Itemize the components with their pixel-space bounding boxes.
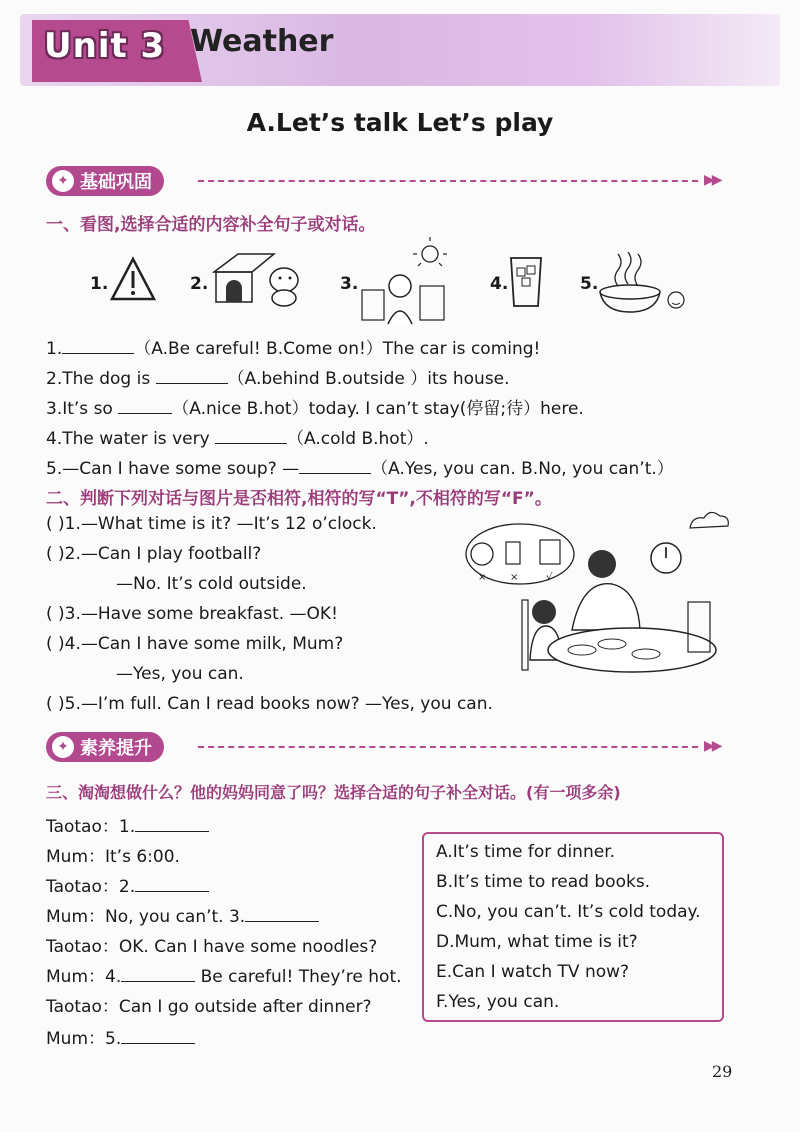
answer-blank[interactable] bbox=[118, 396, 172, 414]
question-3-heading: 三、淘淘想做什么？他的妈妈同意了吗？选择合适的句子补全对话。(有一项多余) bbox=[46, 783, 621, 802]
mother-son-dinner-illustration bbox=[462, 510, 732, 676]
unit-label: Unit 3 bbox=[44, 26, 166, 66]
answer-blank[interactable] bbox=[135, 814, 209, 832]
hot-sun-boy-illustration bbox=[360, 240, 456, 324]
q2-line-2-reply: —No. It’s cold outside. bbox=[116, 574, 307, 594]
option-e: E.Can I watch TV now? bbox=[436, 962, 630, 982]
answer-blank[interactable] bbox=[121, 964, 195, 982]
q2-line-5: ( )5.—I’m full. Can I read books now? —Yes, you can. bbox=[46, 694, 493, 714]
pic-label-5: 5. bbox=[580, 274, 599, 294]
dialogue-line-6: Mum：4. Be careful! They’re hot. bbox=[46, 962, 402, 987]
pic-label-2: 2. bbox=[190, 274, 209, 294]
q1-item-5: 5.—Can I have some soup? — （A.Yes, you can. B.No, you can’t.） bbox=[46, 454, 674, 479]
double-arrow-icon: ▶▶ bbox=[704, 738, 720, 754]
option-a: A.It’s time for dinner. bbox=[436, 842, 616, 862]
dialogue-line-5: Taotao：OK. Can I have some noodles? bbox=[46, 937, 378, 957]
q2-line-3: ( )3.—Have some breakfast. —OK! bbox=[46, 604, 338, 624]
dialogue-line-7: Taotao：Can I go outside after dinner? bbox=[46, 997, 372, 1017]
bowl-of-soup-illustration bbox=[596, 250, 686, 316]
dialogue-line-2: Mum：It’s 6:00. bbox=[46, 847, 180, 867]
glass-of-ice-water-illustration bbox=[508, 254, 544, 310]
dialogue-line-4: Mum：No, you can’t. 3. bbox=[46, 902, 319, 927]
section-divider bbox=[198, 746, 698, 748]
option-f: F.Yes, you can. bbox=[436, 992, 560, 1012]
q1-item-1: 1. （A.Be careful! B.Come on!）The car is coming! bbox=[46, 334, 540, 359]
answer-blank[interactable] bbox=[62, 336, 134, 354]
lightbulb-icon: ✦ bbox=[52, 736, 74, 758]
option-d: D.Mum, what time is it? bbox=[436, 932, 638, 952]
lightbulb-icon: ✦ bbox=[52, 170, 74, 192]
section-badge-label: 基础巩固 bbox=[80, 172, 152, 193]
section-badge-improve bbox=[46, 732, 164, 762]
section-divider bbox=[198, 180, 698, 182]
dialogue-line-8: Mum：5. bbox=[46, 1024, 195, 1049]
option-b: B.It’s time to read books. bbox=[436, 872, 651, 892]
option-c: C.No, you can’t. It’s cold today. bbox=[436, 902, 701, 922]
q2-line-1: ( )1.—What time is it? —It’s 12 o’clock. bbox=[46, 514, 377, 534]
pic-label-1: 1. bbox=[90, 274, 109, 294]
svg-text:×: × bbox=[510, 572, 519, 583]
answer-blank[interactable] bbox=[215, 426, 287, 444]
svg-text:√: √ bbox=[546, 572, 553, 583]
unit-title: Weather bbox=[190, 24, 334, 59]
dialogue-line-3: Taotao：2. bbox=[46, 872, 209, 897]
double-arrow-icon: ▶▶ bbox=[704, 172, 720, 188]
answer-blank[interactable] bbox=[135, 874, 209, 892]
q1-item-2: 2.The dog is （A.behind B.outside ）its house. bbox=[46, 364, 510, 389]
answer-blank[interactable] bbox=[121, 1026, 195, 1044]
dialogue-line-1: Taotao：1. bbox=[46, 812, 209, 837]
q2-line-4-reply: —Yes, you can. bbox=[116, 664, 244, 684]
lesson-title: A.Let’s talk Let’s play bbox=[246, 108, 554, 137]
question-2-heading: 二、判断下列对话与图片是否相符,相符的写“T”,不相符的写“F”。 bbox=[46, 489, 552, 509]
section-badge-basic bbox=[46, 166, 164, 196]
pic-label-4: 4. bbox=[490, 274, 509, 294]
q1-item-3: 3.It’s so （A.nice B.hot）today. I can’t stay(停留;待）here. bbox=[46, 394, 584, 419]
answer-blank[interactable] bbox=[156, 366, 228, 384]
pic-label-3: 3. bbox=[340, 274, 359, 294]
q2-line-4: ( )4.—Can I have some milk, Mum? bbox=[46, 634, 344, 654]
q1-item-4: 4.The water is very （A.cold B.hot）. bbox=[46, 424, 429, 449]
question-1-heading: 一、看图,选择合适的内容补全句子或对话。 bbox=[46, 215, 376, 235]
q2-line-2: ( )2.—Can I play football? bbox=[46, 544, 262, 564]
svg-text:×: × bbox=[478, 572, 487, 583]
section-badge-label: 素养提升 bbox=[80, 738, 152, 759]
page-number: 29 bbox=[712, 1062, 733, 1081]
answer-blank[interactable] bbox=[299, 456, 371, 474]
dog-house-illustration bbox=[208, 250, 308, 308]
answer-blank[interactable] bbox=[245, 904, 319, 922]
warning-sign-icon bbox=[110, 256, 156, 302]
